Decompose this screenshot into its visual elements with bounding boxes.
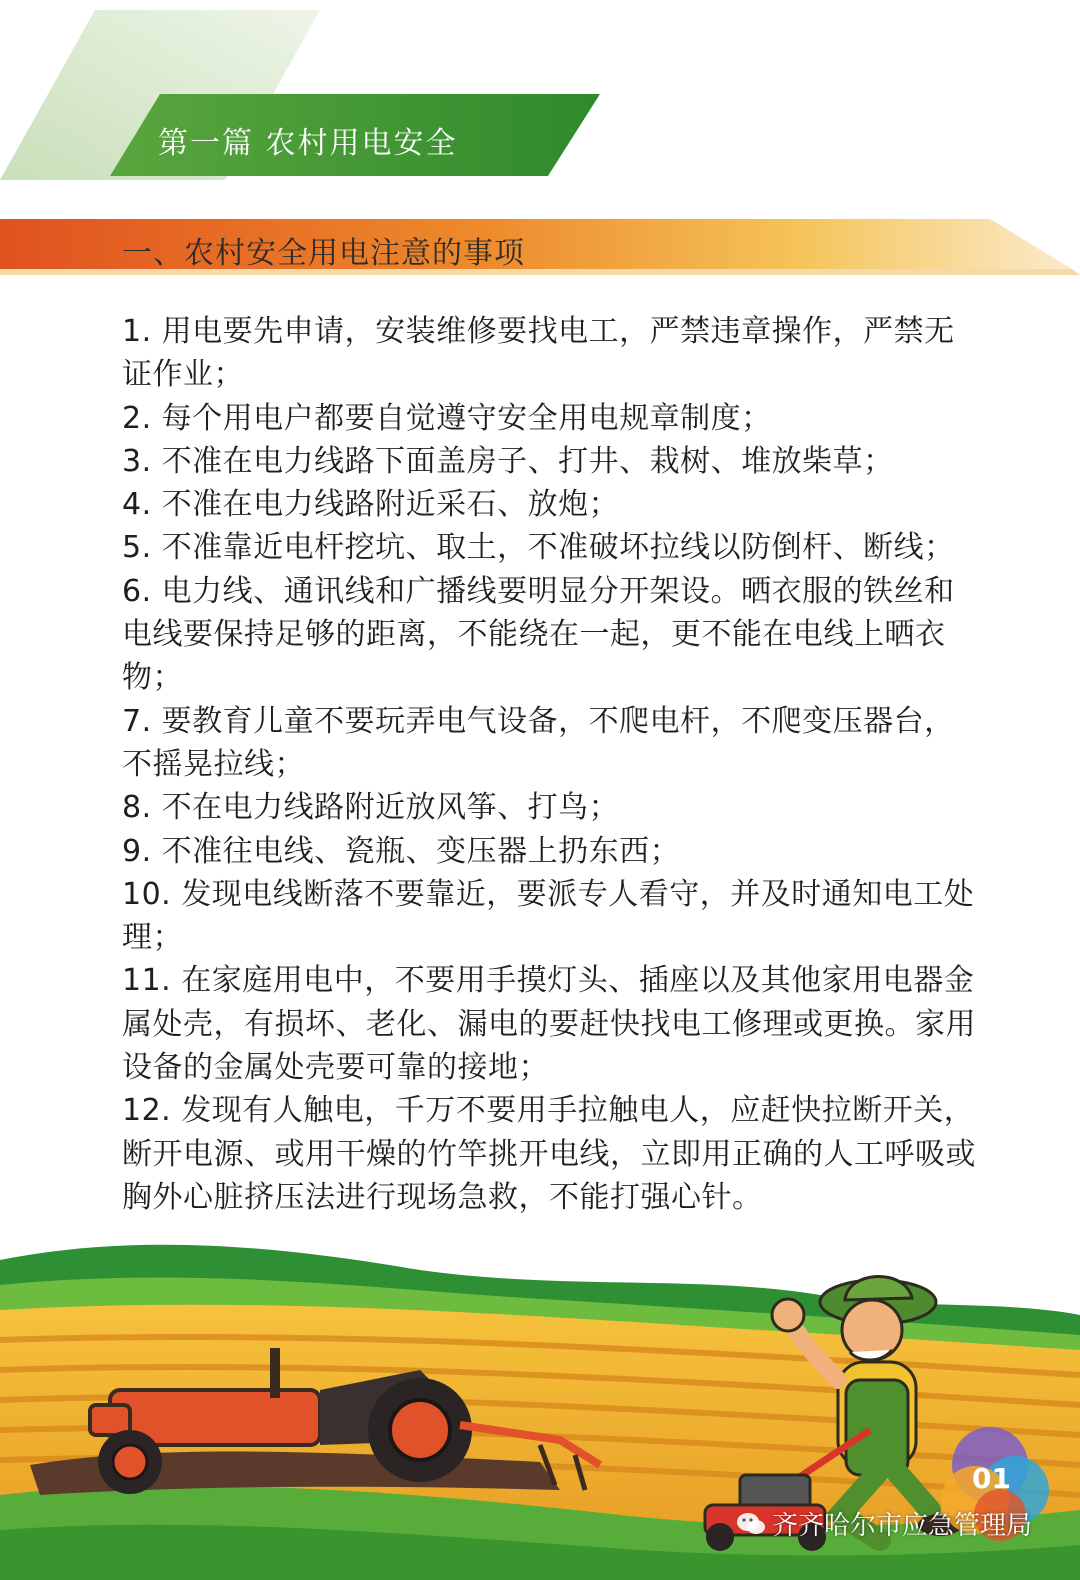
chapter-title: 第一篇 农村用电安全 (158, 126, 458, 161)
rule-item-7: 7. 要教育儿童不要玩弄电气设备，不爬电杆，不爬变压器台，不摇晃拉线； (122, 703, 955, 782)
section-title: 一、农村安全用电注意的事项 (122, 236, 525, 271)
rule-item-12: 12. 发现有人触电，千万不要用手拉触电人，应赶快拉断开关，断开电源、或用干燥的竹竿挑开电线，立即用正确的人工呼吸或胸外心脏挤压法进行现场急救，不能打强心针。 (122, 1093, 976, 1215)
rule-item-1: 1. 用电要先申请，安装维修要找电工，严禁违章操作，严禁无证作业； (122, 314, 955, 393)
rule-item-6: 6. 电力线、通讯线和广播线要明显分开架设。晒衣服的铁丝和电线要保持足够的距离，不能绕在一起，更不能在电线上晒衣物； (122, 573, 955, 696)
safety-rules-list (122, 310, 982, 1219)
rule-item-2: 2. 每个用电户都要自觉遵守安全用电规章制度； (122, 400, 772, 436)
watermark-text: 齐齐哈尔市应急管理局 (772, 1511, 1033, 1541)
rule-item-5: 5. 不准靠近电杆挖坑、取土，不准破坏拉线以防倒杆、断线； (122, 530, 955, 566)
rule-item-9: 9. 不准往电线、瓷瓶、变压器上扔东西； (122, 833, 681, 869)
rule-item-3: 3. 不准在电力线路下面盖房子、打井、栽树、堆放柴草； (122, 443, 894, 479)
watermark (736, 1505, 1032, 1542)
rule-item-10: 10. 发现电线断落不要靠近，要派专人看守，并及时通知电工处理； (122, 876, 975, 956)
wechat-icon (736, 1511, 766, 1537)
page-number: 01 (972, 1462, 1011, 1495)
rule-item-11: 11. 在家庭用电中，不要用手摸灯头、插座以及其他家用电器金属处壳，有损坏、老化、漏电的要赶快找电工修理或更换。家用设备的金属处壳要可靠的接地； (122, 963, 976, 1086)
rule-item-8: 8. 不在电力线路附近放风筝、打鸟； (122, 790, 620, 826)
rule-item-4: 4. 不准在电力线路附近采石、放炮； (122, 487, 620, 523)
